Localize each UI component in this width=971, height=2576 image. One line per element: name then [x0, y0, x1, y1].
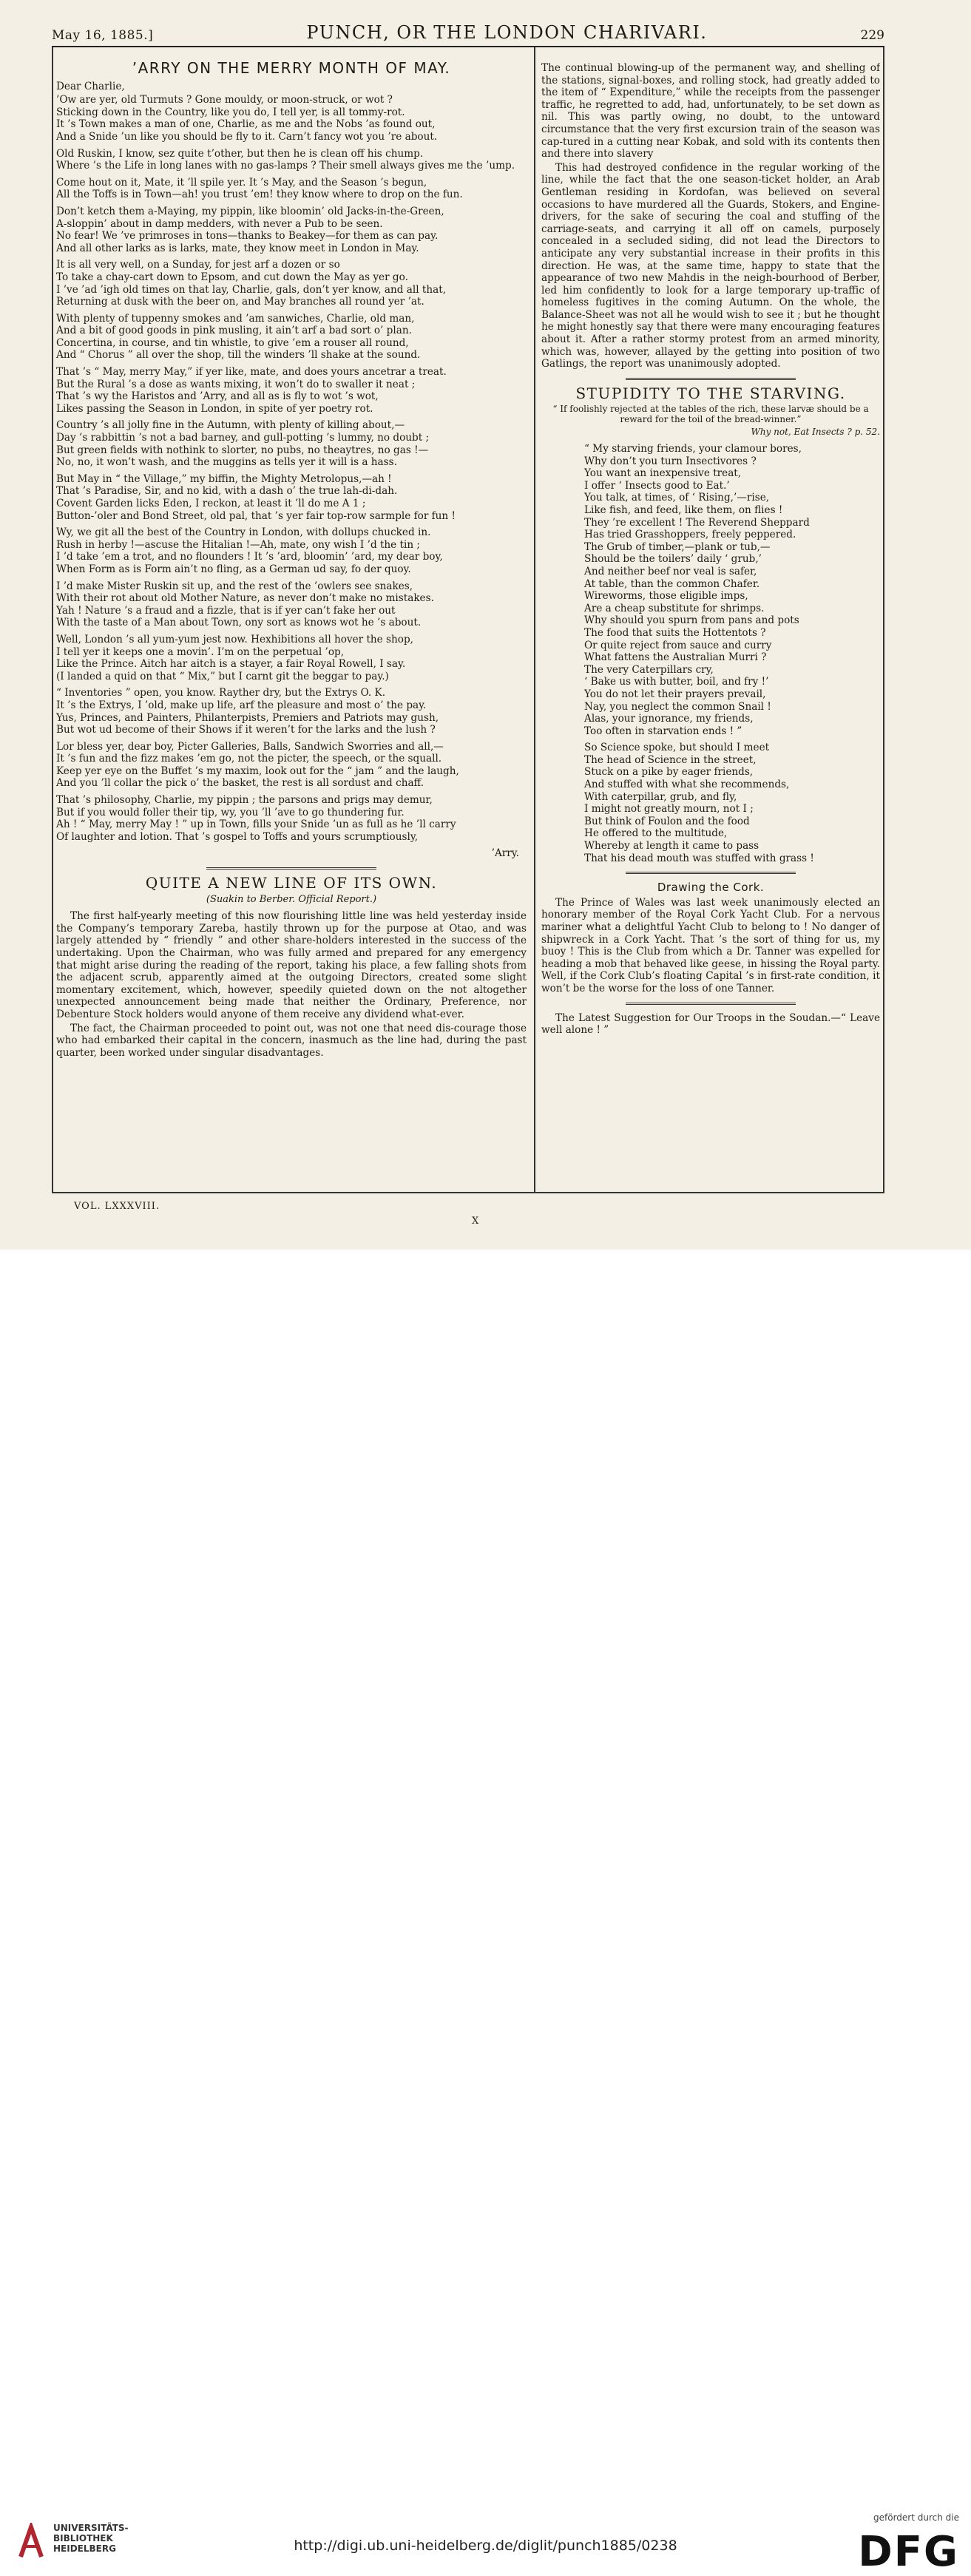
verse-line: When Form as is Form ain’t no fling, as a German ud say, fo der quoy. — [56, 563, 411, 575]
verse-line: Likes passing the Season in London, in spite of yer poetry rot. — [56, 402, 373, 415]
poem-line: Whereby at length it came to pass — [584, 840, 759, 853]
verse-line: And you ’ll collar the pick o’ the basket, the rest is all sordust and chaff. — [56, 777, 424, 790]
verse-line: But wot ud become of their Shows if it weren’t for the larks and the lush ? — [56, 724, 436, 736]
verse-line: It is all very well, on a Sunday, for jest arf a dozen or so — [56, 259, 340, 271]
verse-line: It ’s fun and the fizz makes ’em go, not the picter, the speech, or the squall. — [56, 753, 442, 765]
arry-stanza — [56, 259, 527, 308]
stupidity-epigraph-source: Why not, Eat Insects ? p. 52. — [751, 427, 880, 438]
verse-line: But the Rural ’s a dose as wants mixing, it won’t do to swaller it neat ; — [56, 378, 416, 390]
library-name-line: BIBLIOTHEK — [53, 2533, 113, 2543]
verse-line: No, no, it won’t wash, and the muggins as tells yer it will is a hass. — [56, 456, 397, 469]
scanned-page — [0, 0, 971, 1250]
arry-stanza — [56, 366, 527, 415]
poem-line: That his dead mouth was stuffed with grass ! — [584, 852, 814, 864]
poem-line: Are a cheap substitute for shrimps. — [584, 602, 765, 614]
poem-line: Has tried Grasshoppers, freely peppered. — [584, 529, 796, 541]
poem-line: He offered to the multitude, — [584, 827, 728, 840]
permalink-url[interactable]: http://digi.ub.uni-heidelberg.de/diglit/punch1885/0238 — [294, 2538, 677, 2554]
poem-line: Or quite reject from sauce and curry — [584, 639, 772, 651]
verse-line: Button-’oler and Bond Street, old pal, that ’s yer fair top-row sarmple for fun ! — [56, 509, 456, 522]
arry-stanza — [56, 94, 527, 143]
report-continued: The continual blowing-up of the permanent way, and shelling of the stations, signal-boxes, and rolling stock, had greatly added to the item of “ Expenditure,” while the receipts from the passenger traffic, he regretted to add, had, unfortunately, to be set down as nil. This was partly owing, no doubt, to the untoward circumstance that the very first excursion train of the season was cap-tured in a cutting near Kobak, and sold with its contents then and there into slavery — [541, 62, 880, 160]
arry-stanza — [56, 206, 527, 254]
footer-signature: X — [472, 1216, 479, 1227]
quite-subtitle: (Suakin to Berber. Official Report.) — [206, 893, 377, 905]
quite-paragraph: The fact, the Chairman proceeded to point out, was not one that need dis-courage those who had embarked their capital in the concern, inasmuch as the line had, during the past quarter, been worked under singular disadvantages. — [56, 1022, 527, 1059]
library-name-line: UNIVERSITÄTS- — [53, 2523, 129, 2533]
right-column — [541, 62, 880, 1038]
verse-line: Country ’s all jolly fine in the Autumn, with plenty of killing about,— — [56, 419, 405, 432]
arry-stanza — [56, 741, 527, 790]
verse-line: Sticking down in the Country, like you do, I tell yer, is all tommy-rot. — [56, 106, 405, 118]
verse-line: A-sloppin’ about in damp medders, with never a Pub to be seen. — [56, 217, 383, 230]
verse-line: Ah ! “ May, merry May ! ” up in Town, fills your Snide ’un as full as he ’ll carry — [56, 818, 456, 831]
poem-line: You want an inexpensive treat, — [584, 467, 742, 480]
header-page-number: 229 — [860, 28, 884, 43]
latest-suggestion: The Latest Suggestion for Our Troops in the Soudan.—“ Leave well alone ! ” — [541, 1011, 880, 1037]
verse-line: Where ’s the Life in long lanes with no gas-lamps ? Their smell always gives me the ’ump. — [56, 160, 515, 172]
verse-line: ’Ow are yer, old Turmuts ? Gone mouldy, or moon-struck, or wot ? — [56, 94, 393, 106]
poem-line: Too often in starvation ends ! ” — [584, 725, 742, 737]
verse-line: Come hout on it, Mate, it ’ll spile yer. It ’s May, and the Season ’s begun, — [56, 176, 427, 189]
poem-line: The Grub of timber,—plank or tub,— — [584, 540, 771, 553]
verse-line: And “ Chorus ” all over the shop, till the winders ’ll shake at the sound. — [56, 349, 421, 362]
verse-line: I ’ve ’ad ’igh old times on that lay, Charlie, gals, don’t yer know, and all that, — [56, 283, 447, 296]
poem-line: The head of Science in the street, — [584, 753, 757, 766]
verse-line: But green fields with nothink to slorter, no pubs, no theaytres, no gas !— — [56, 444, 429, 456]
header-date: May 16, 1885.] — [52, 28, 154, 43]
verse-line: All the Toffs is in Town—ah! you trust ’em! they know where to drop on the fun. — [56, 189, 463, 201]
page-header — [52, 21, 884, 47]
quite-title: QUITE A NEW LINE OF ITS OWN. — [145, 874, 438, 892]
poem-line: You talk, at times, of ‘ Rising,’—rise, — [584, 492, 770, 504]
poem-line: Alas, your ignorance, my friends, — [584, 713, 754, 725]
dfg-logo: DFG — [858, 2528, 959, 2576]
poem-line: I might not greatly mourn, not I ; — [584, 803, 754, 816]
verse-line: It ’s Town makes a man of one, Charlie, as me and the Nobs ’as found out, — [56, 118, 436, 131]
verse-line: That ’s philosophy, Charlie, my pippin ; the parsons and prigs may demur, — [56, 794, 433, 807]
footer-volume: VOL. LXXXVIII. — [74, 1201, 160, 1212]
verse-line: Wy, we git all the best of the Country in London, with dollups chucked in. — [56, 526, 431, 539]
arry-stanza — [56, 526, 527, 575]
verse-line: No fear! We ’ve primroses in tons—thanks to Beakey—for them as can pay. — [56, 230, 439, 243]
arry-stanza — [56, 634, 527, 682]
cork-title: Drawing the Cork. — [657, 881, 765, 895]
verse-line: And a bit of good goods in pink musling, it ain’t arf a bad sort o’ plan. — [56, 325, 412, 337]
cork-text: The Prince of Wales was last week unanimously elected an honorary member of the Royal Cork Yacht Club. For a nervous mariner what a delightful Yacht Club to belong to ! No danger of shipwreck in a Cork Yacht. That ’s the sort of thing for us, my buoy ! This is the Club from which a Dr. Tanner was expelled for heading a mob that behaved like geese, in hissing the Royal party. Well, if the Cork Club’s floating Capital ’s in first-rate condition, it won’t be the worse for the loss of one Tanner. — [541, 896, 880, 994]
verse-line: (I landed a quid on that “ Mix,” but I carnt git the beggar to pay.) — [56, 670, 389, 682]
poem-line: Nay, you neglect the common Snail ! — [584, 700, 771, 713]
poem-line: And stuffed with what she recommends, — [584, 779, 790, 791]
funded-by-label: gefördert durch die — [873, 2512, 959, 2523]
report-paragraph: This had destroyed confidence in the regular working of the line, while the fact that the one season-ticket holder, an Arab Gentleman residing in Kordofan, was believed on several occasions to have murdered all the Guards, Stokers, and Engine-drivers, for the sake of securing the coal and stuffing of the carriage-seats, and carrying it all off on camels, purposely concealed in a secluded siding, did not lead the Directors to anticipate any very substantial increase in their profits in this direction. He was, at the same time, happy to state that the appearance of two new Mahdis in the neigh-bourhood of Berber, led him confidently to look for a large temporary up-traffic of homeless fugitives in the coming Autumn. On the whole, the Balance-Sheet was not all he would wish to see it ; but he thought he might honestly say that there were many encouraging features about it. After a rather stormy protest from an armed minority, which was, however, allayed by the getting into position of two Gatlings, the report was unanimously adopted. — [541, 161, 880, 370]
verse-line: That ’s Paradise, Sir, and no kid, with a dash o’ the true lah-di-dah. — [56, 485, 398, 498]
verse-line: But May in “ the Village,” my biffin, the Mighty Metrolopus,—ah ! — [56, 472, 392, 485]
verse-line: Don’t ketch them a-Maying, my pippin, like bloomin’ old Jacks-in-the-Green, — [56, 205, 444, 217]
library-bar — [0, 1250, 971, 2576]
stupidity-title: STUPIDITY TO THE STARVING. — [575, 384, 846, 402]
verse-line: That ’s wy the Haristos and ’Arry, and all as is fly to wot ’s wot, — [56, 390, 379, 403]
verse-line: With plenty of tuppenny smokes and ’am sanwiches, Charlie, old man, — [56, 312, 415, 325]
verse-line: With the taste of a Man about Town, ony sort as knows wot he ’s about. — [56, 617, 422, 629]
poem-line: Should be the toilers’ daily ‘ grub,’ — [584, 553, 762, 566]
arry-stanza — [56, 580, 527, 629]
arry-stanza — [56, 687, 527, 736]
arry-stanza — [56, 473, 527, 522]
poem-line: ‘ Bake us with butter, boil, and fry !’ — [584, 676, 769, 688]
verse-line: Concertina, in course, and tin whistle, to give ’em a rouser all round, — [56, 336, 409, 349]
verse-line: And a Snide ’un like you should be fly to it. Carn’t fancy wot you ’re about. — [56, 130, 438, 143]
poem-line: Like fish, and feed, like them, on flies ! — [584, 504, 783, 516]
verse-line: To take a chay-cart down to Epsom, and cut down the May as yer go. — [56, 271, 408, 283]
verse-line: Like the Prince. Aitch har aitch is a stayer, a fair Royal Rowell, I say. — [56, 658, 406, 671]
verse-line: “ Inventories ” open, you know. Rayther dry, but the Extrys O. K. — [56, 687, 386, 699]
arry-stanza — [56, 177, 527, 201]
poem-line: And neither beef nor veal is safer, — [584, 565, 757, 577]
verse-line: Old Ruskin, I know, sez quite t’other, but then he is clean off his chump. — [56, 147, 424, 160]
verse-line: I tell yer it keeps one a movin’. I’m on the perpetual ’op, — [56, 645, 345, 658]
arry-signature: ’Arry. — [491, 847, 519, 860]
poem-line: Why should you spurn from pans and pots — [584, 614, 799, 627]
verse-line: It ’s the Extrys, I ’old, make up life, arf the pleasure and most o’ the pay. — [56, 699, 427, 711]
column-rule — [534, 47, 535, 1193]
verse-line: Returning at dusk with the beer on, and May branches all round yer ’at. — [56, 296, 424, 308]
verse-line: With their rot about old Mother Nature, as never don’t make no mistakes. — [56, 592, 434, 605]
poem-line: “ My starving friends, your clamour bores, — [584, 443, 802, 455]
section-divider — [626, 872, 796, 874]
poem-line: The food that suits the Hottentots ? — [584, 626, 766, 639]
poem-line: Why don’t you turn Insectivores ? — [584, 455, 757, 467]
verse-line: Rush in herby !—ascuse the Hitalian !—Ah, mate, ony wish I ’d the tin ; — [56, 538, 421, 551]
verse-line: Covent Garden licks Eden, I reckon, at least it ’ll do me A 1 ; — [56, 498, 366, 509]
verse-line: I ’d make Mister Ruskin sit up, and the rest of the ’owlers see snakes, — [56, 580, 413, 592]
poem-line: Wireworms, those eligible imps, — [584, 590, 748, 603]
verse-line: Yus, Princes, and Painters, Philanterpists, Premiers and Patriots may gush, — [56, 711, 439, 724]
stupidity-poem — [541, 443, 880, 864]
quite-paragraph: The first half-yearly meeting of this now flourishing little line was held yesterday inside the Company’s temporary Zareba, hastily thrown up for the purpose at Otao, and was largely attended by “ friendly ” and other share-holders interested in the success of the undertaking. Upon the Chairman, who was fully armed and prepared for any emergency that might arise during the reading of the report, taking his place, a few falling shots from the adjacent scrub, apparently aimed at the outgoing Directors, created some slight momentary excitement, which, however, speedily quieted down on the not altogether unexpected announcement being made that neither the Ordinary, Preference, nor Debenture Stock holders would anyone of them receive any dividend what-ever. — [56, 910, 527, 1020]
verse-line: Yah ! Nature ’s a fraud and a fizzle, that is if yer can’t fake her out — [56, 604, 396, 617]
verse-line: Well, London ’s all yum-yum jest now. Hexhibitions all hover the shop, — [56, 633, 413, 645]
verse-line: I ’d take ’em a trot, and no flounders ! It ’s ’ard, bloomin’ ’ard, my dear boy, — [56, 551, 443, 563]
poem-line: So Science spoke, but should I meet — [584, 742, 770, 754]
poem-line: They ’re excellent ! The Reverend Sheppard — [584, 516, 810, 529]
poem-line: With caterpillar, grub, and fly, — [584, 790, 737, 803]
poem-line: What fattens the Australian Murri ? — [584, 651, 767, 664]
poem-line: The very Caterpillars cry, — [584, 663, 714, 676]
library-name-line: HEIDELBERG — [53, 2543, 116, 2554]
poem-line: At table, than the common Chafer. — [584, 577, 760, 590]
arry-stanza — [56, 313, 527, 362]
header-title: PUNCH, OR THE LONDON CHARIVARI. — [306, 22, 708, 43]
verse-line: Keep yer eye on the Buffet ’s my maxim, look out for the “ jam ” and the laugh, — [56, 765, 459, 777]
section-divider — [626, 378, 796, 380]
poem-line: But think of Foulon and the food — [584, 815, 750, 827]
verse-line: But if you would foller their tip, wy, you ’ll ’ave to go thundering fur. — [56, 806, 405, 818]
section-divider — [626, 1003, 796, 1005]
verse-line: Lor bless yer, dear boy, Picter Galleries, Balls, Sandwich Sworries and all,— — [56, 740, 444, 753]
verse-line: And all other larks as is larks, mate, they know meet in London in May. — [56, 242, 419, 254]
verse-line: Day ’s rabbittin ’s not a bad barney, and gull-potting ’s lummy, no doubt ; — [56, 432, 430, 444]
left-column — [56, 62, 527, 1060]
poem-line: You do not let their prayers prevail, — [584, 688, 766, 700]
arry-salutation: Dear Charlie, — [56, 80, 125, 92]
arry-stanza — [56, 148, 527, 172]
verse-line: Of laughter and lotion. That ’s gospel to Toffs and yours scrumptiously, — [56, 830, 419, 843]
poem-line: I offer ‘ Insects good to Eat.’ — [584, 479, 730, 492]
verse-line: That ’s “ May, merry May,” if yer like, mate, and does yours ancetrar a treat. — [56, 366, 447, 379]
section-divider — [206, 867, 376, 870]
arry-stanza — [56, 794, 527, 843]
stupidity-epigraph: “ If foolishly rejected at the tables of the rich, these larvæ should be a reward for the toil of the bread-winner.” — [552, 404, 869, 425]
arry-title: ’ARRY ON THE MERRY MONTH OF MAY. — [132, 62, 451, 77]
arry-poem — [56, 94, 527, 843]
arry-stanza — [56, 419, 527, 468]
poem-line: Stuck on a pike by eager friends, — [584, 766, 754, 779]
